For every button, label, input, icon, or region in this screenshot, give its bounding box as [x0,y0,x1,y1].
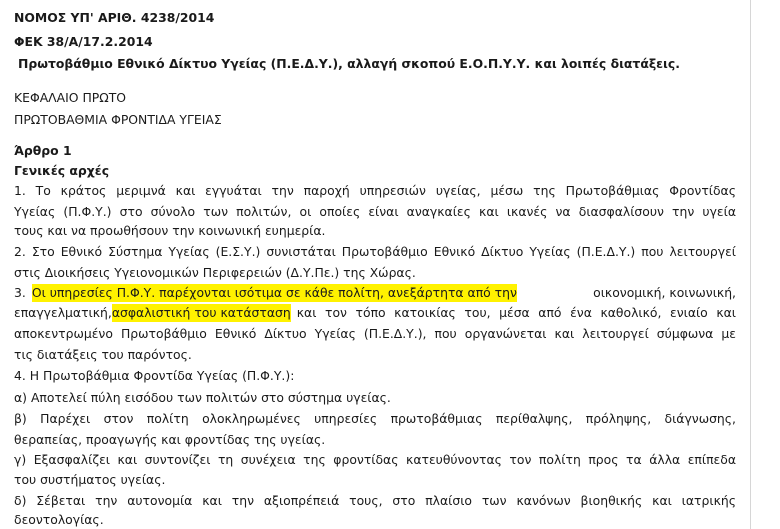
highlighted-text: Οι υπηρεσίες Π.Φ.Υ. παρέχονται ισότιμα σε κάθε πολίτη, ανεξάρτητα από την [31,285,517,300]
paragraph-1-line-3: τους και να προωθήσουν την κοινωνική ευημερία. [14,223,326,238]
paragraph-3-line-3 [14,325,736,343]
article-label: Άρθρο 1 [14,143,72,158]
paragraph-3-line-1 [14,284,736,302]
paragraph-2-line-1 [14,243,736,261]
item-a: α) Αποτελεί πύλη εισόδου των πολιτών στο σύστημα υγείας. [14,390,391,405]
paragraph-text: 1. Το κράτος μεριμνά και εγγυάται την παροχή υπηρεσιών υγείας, μέσω της Πρωτοβάθμιας Φροντίδας [14,183,736,198]
item-d-line-2: δεοντολογίας. [14,512,104,527]
highlighted-text: ασφαλιστική του κατάσταση [111,305,291,320]
paragraph-text: οικονομική, κοινωνική, [593,285,736,300]
paragraph-text: γ) Εξασφαλίζει και συντονίζει τη συνέχεια της φροντίδας κατευθύνοντας τον πολίτη προς τα άλλα επίπεδα [14,452,736,467]
item-d-line-1 [14,492,736,510]
paragraph-3-lead [14,284,517,302]
paragraph-text: Υγείας (Π.Φ.Υ.) στο σύνολο των πολιτών, οι οποίες είναι αναγκαίες και ικανές να διασφαλίσουν την υγεία [14,204,736,219]
page-edge-divider [750,0,751,529]
paragraph-1-line-1 [14,182,736,200]
paragraph-text: και τον τόπο κατοικίας του, μέσα από ένα καθολικό, ενιαίο και [296,305,736,320]
paragraph-4-line-1: 4. Η Πρωτοβάθμια Φροντίδα Υγείας (Π.Φ.Υ.): [14,368,295,383]
item-b-line-1 [14,410,736,428]
paragraph-text: δ) Σέβεται την αυτονομία και την αξιοπρέπειά τους, στο πλαίσιο των κανόνων βιοηθικής και ιατρικής [14,493,736,508]
paragraph-text: επαγγελματική, [14,305,112,320]
gazette-reference: ΦΕΚ 38/Α/17.2.2014 [14,34,153,49]
paragraph-3-line-2 [14,304,736,322]
article-title: Γενικές αρχές [14,163,110,178]
paragraph-text: 2. Στο Εθνικό Σύστημα Υγείας (Ε.Σ.Υ.) συνιστάται Πρωτοβάθμιο Εθνικό Δίκτυο Υγείας (Π.Ε.Δ.Υ.) που λειτουργεί [14,244,736,259]
item-c-line-2: του συστήματος υγείας. [14,472,166,487]
paragraph-text: β) Παρέχει στον πολίτη ολοκληρωμένες υπηρεσίες πρωτοβάθμιας περίθαλψης, πρόληψης, διάγνωσης, [14,411,736,426]
paragraph-number: 3. [14,285,26,300]
paragraph-3-line-4: τις διατάξεις του παρόντος. [14,347,192,362]
chapter-label: ΚΕΦΑΛΑΙΟ ΠΡΩΤΟ [14,90,127,105]
item-b-line-2: θεραπείας, προαγωγής και φροντίδας της υγείας. [14,432,326,447]
item-c-line-1 [14,451,736,469]
law-number: ΝΟΜΟΣ ΥΠ' ΑΡΙΘ. 4238/2014 [14,10,215,25]
law-subject: Πρωτοβάθμιο Εθνικό Δίκτυο Υγείας (Π.Ε.Δ.Υ.), αλλαγή σκοπού Ε.Ο.Π.Υ.Υ. και λοιπές διατάξεις. [18,56,680,71]
paragraph-text: αποκεντρωμένο Πρωτοβάθμιο Εθνικό Δίκτυο Υγείας (Π.Ε.Δ.Υ.), που οργανώνεται και λειτουργεί σύμφωνα με [14,326,736,341]
paragraph-1-line-2 [14,203,736,221]
chapter-title: ΠΡΩΤΟΒΑΘΜΙΑ ΦΡΟΝΤΙΔΑ ΥΓΕΙΑΣ [14,112,222,127]
paragraph-2-line-2: στις Διοικήσεις Υγειονομικών Περιφερειών (Δ.Υ.Πε.) της Χώρας. [14,265,416,280]
